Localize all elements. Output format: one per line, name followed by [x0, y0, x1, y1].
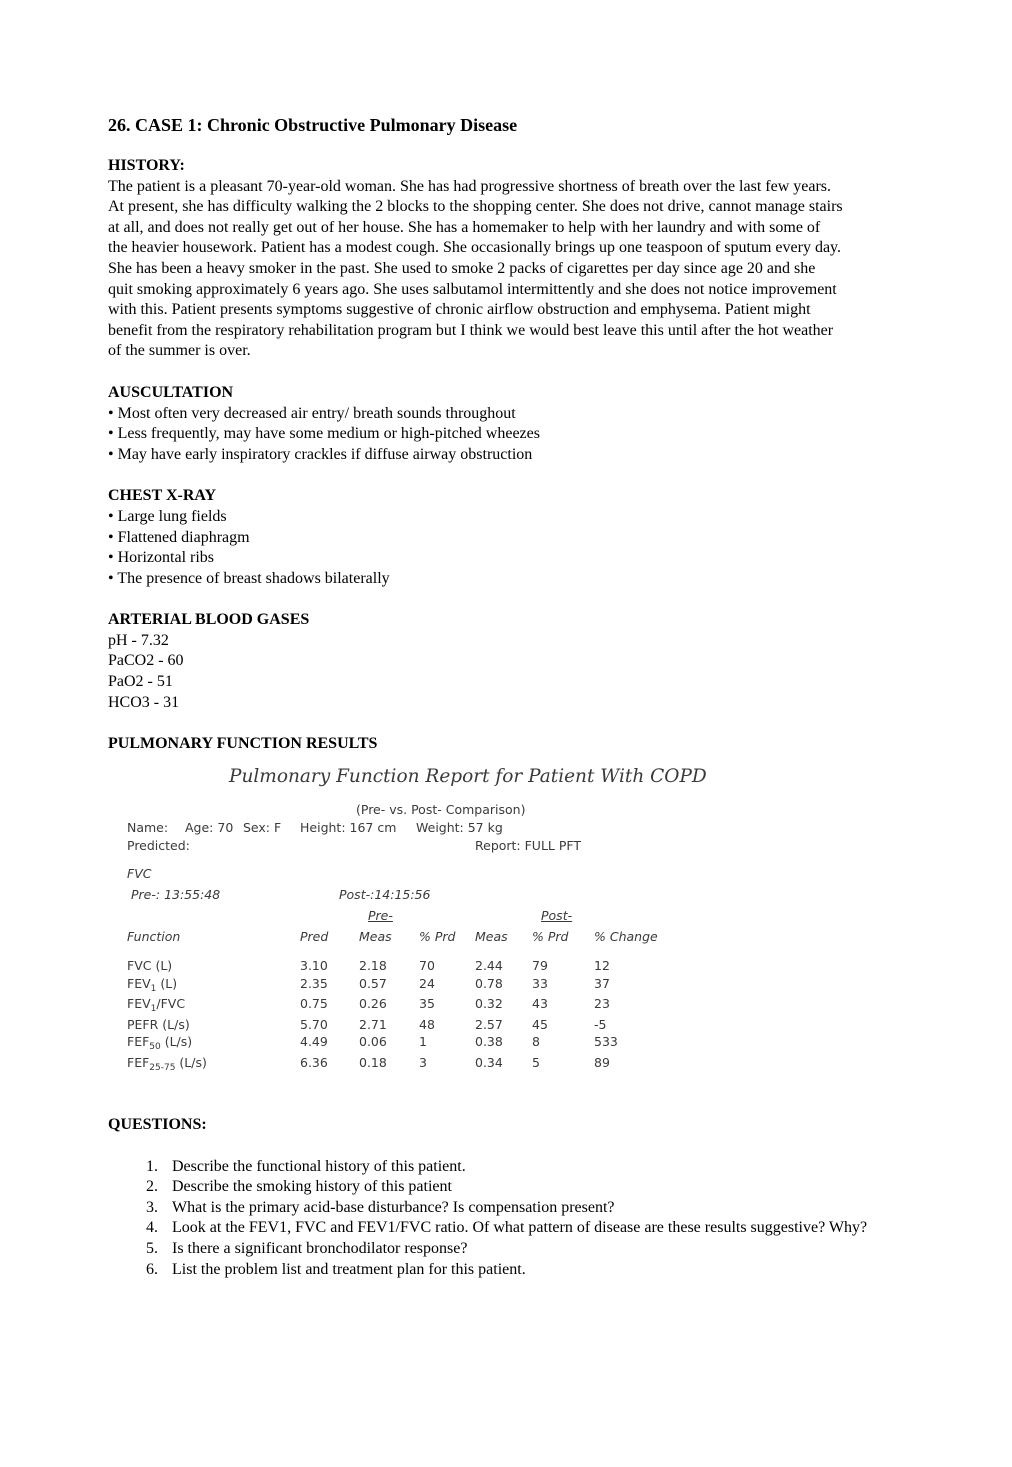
- pft-cell-post-meas: 0.38: [475, 1034, 503, 1049]
- pft-cell-post-meas: 0.32: [475, 996, 503, 1011]
- pft-cell-change: 12: [594, 958, 610, 973]
- list-item: • Most often very decreased air entry/ breath sounds throughout: [108, 404, 516, 422]
- pft-post-time: Post-:14:15:56: [339, 887, 431, 902]
- pft-cell-pre-meas: 0.06: [359, 1034, 387, 1049]
- abg-heading: ARTERIAL BLOOD GASES: [108, 611, 310, 629]
- pft-cell-pre-meas: 0.57: [359, 976, 387, 991]
- history-line: at all, and does not really get out of her house. She has a homemaker to help with her laundry and with some of: [108, 218, 821, 236]
- list-item: • Large lung fields: [108, 507, 227, 525]
- pft-height: Height: 167 cm: [300, 820, 397, 835]
- pft-row-function: $FEF_{50}$ (L/s): [127, 1034, 193, 1052]
- pft-pre-group: Pre-: [368, 908, 393, 923]
- history-line: quit smoking approximately 6 years ago. She uses salbutamol intermittently and she does not notice improvement: [108, 280, 837, 298]
- questions-heading: QUESTIONS:: [108, 1116, 207, 1133]
- abg-value: PaO2 - 51: [108, 673, 173, 691]
- pft-cell-post-meas: 0.78: [475, 976, 503, 991]
- pft-col-pre-meas: Meas: [359, 929, 392, 944]
- pft-cell-pred: 6.36: [300, 1055, 328, 1070]
- auscultation-heading: AUSCULTATION: [108, 383, 234, 401]
- pft-cell-pre-meas: 2.71: [359, 1017, 387, 1032]
- pft-cell-pred: 4.49: [300, 1034, 328, 1049]
- list-item: • Flattened diaphragm: [108, 528, 250, 546]
- pft-col-pred: Pred: [300, 929, 329, 944]
- pft-col-function: Function: [127, 929, 181, 944]
- pft-cell-change: -5: [594, 1017, 607, 1032]
- pft-cell-change: 89: [594, 1055, 610, 1070]
- question-item: 2. Describe the smoking history of this patient: [146, 1178, 452, 1196]
- pft-sex: Sex: F: [243, 820, 282, 835]
- pft-row-function: $FEF_{25-75}$ (L/s): [127, 1055, 207, 1073]
- pft-heading: PULMONARY FUNCTION RESULTS: [108, 735, 378, 753]
- history-heading: HISTORY:: [108, 157, 185, 174]
- pft-cell-post-meas: 2.44: [475, 958, 503, 973]
- pft-cell-pred: 3.10: [300, 958, 328, 973]
- question-item: 1. Describe the functional history of this patient.: [146, 1157, 466, 1175]
- case-title: 26. CASE 1: Chronic Obstructive Pulmonary Disease: [108, 115, 518, 135]
- questions-list: [108, 1157, 923, 1281]
- question-item: 5. Is there a significant bronchodilator response?: [146, 1239, 468, 1257]
- chest-xray-heading: CHEST X-RAY: [108, 487, 217, 505]
- pft-cell-post-prd: 33: [532, 976, 548, 991]
- pft-age: Age: 70: [185, 820, 234, 835]
- pft-cell-post-prd: 43: [532, 996, 548, 1011]
- pft-cell-post-meas: 2.57: [475, 1017, 503, 1032]
- pft-cell-pre-prd: 1: [419, 1034, 427, 1049]
- history-line: She has been a heavy smoker in the past. She used to smoke 2 packs of cigarettes per day since age 20 and she: [108, 259, 816, 277]
- pft-cell-post-prd: 79: [532, 958, 548, 973]
- pft-cell-pre-prd: 48: [419, 1017, 435, 1032]
- pft-cell-pred: 0.75: [300, 996, 328, 1011]
- pft-cell-pre-meas: 2.18: [359, 958, 387, 973]
- abg-value: pH - 7.32: [108, 631, 169, 649]
- pft-cell-change: 37: [594, 976, 610, 991]
- pft-report-title: Pulmonary Function Report for Patient With COPD: [229, 766, 707, 787]
- questions-section: [108, 1115, 923, 1280]
- question-item: 4. Look at the FEV1, FVC and FEV1/FVC ratio. Of what pattern of disease are these results suggestive? Why?: [146, 1219, 868, 1237]
- pft-pre-time: Pre-: 13:55:48: [131, 887, 221, 902]
- pft-cell-change: 533: [594, 1034, 618, 1049]
- pft-fvc-label: FVC: [127, 866, 152, 881]
- pft-post-group: Post-: [541, 908, 573, 923]
- pft-cell-post-meas: 0.34: [475, 1055, 503, 1070]
- pft-report-type: Report: FULL PFT: [475, 838, 582, 853]
- history-line: benefit from the respiratory rehabilitation program but I think we would best leave this until after the hot weather: [108, 321, 834, 339]
- pft-row-function: $FEV_1$ (L): [127, 976, 178, 994]
- list-item: • Horizontal ribs: [108, 549, 215, 567]
- history-line: The patient is a pleasant 70-year-old woman. She has had progressive shortness of breath over the last few years.: [108, 177, 832, 195]
- history-line: the heavier housework. Patient has a modest cough. She occasionally brings up one teaspoon of sputum every day.: [108, 239, 842, 257]
- list-item: • The presence of breast shadows bilaterally: [108, 569, 390, 587]
- pft-row-function: FVC (L): [127, 958, 173, 973]
- pft-cell-change: 23: [594, 996, 610, 1011]
- abg-section: [108, 610, 923, 713]
- pft-row-function: PEFR (L/s): [127, 1017, 190, 1032]
- abg-value: PaCO2 - 60: [108, 652, 184, 670]
- pft-cell-pre-meas: 0.26: [359, 996, 387, 1011]
- pft-name-label: Name:: [127, 820, 169, 835]
- pft-col-pre-prd: % Prd: [419, 929, 456, 944]
- question-item: 3. What is the primary acid-base disturbance? Is compensation present?: [146, 1198, 615, 1216]
- history-line: At present, she has difficulty walking the 2 blocks to the shopping center. She does not drive, cannot manage stairs: [108, 198, 843, 216]
- pft-col-post-prd: % Prd: [532, 929, 569, 944]
- abg-value: HCO3 - 31: [108, 693, 180, 711]
- pft-cell-pred: 5.70: [300, 1017, 328, 1032]
- pft-comparison: (Pre- vs. Post- Comparison): [356, 802, 526, 817]
- pft-weight: Weight: 57 kg: [416, 820, 503, 835]
- question-item: 6. List the problem list and treatment plan for this patient.: [146, 1260, 526, 1278]
- pft-cell-pred: 2.35: [300, 976, 328, 991]
- pft-cell-post-prd: 5: [532, 1055, 540, 1070]
- pft-predicted: Predicted:: [127, 838, 190, 853]
- pft-cell-pre-prd: 70: [419, 958, 435, 973]
- history-line: with this. Patient presents symptoms suggestive of chronic airflow obstruction and emphysema. Patient might: [108, 301, 811, 319]
- pft-cell-pre-prd: 24: [419, 976, 435, 991]
- chest-xray-section: [108, 486, 923, 589]
- pft-row-function: $FEV_1$/FVC: [127, 996, 186, 1014]
- pft-cell-post-prd: 8: [532, 1034, 540, 1049]
- list-item: • Less frequently, may have some medium or high-pitched wheezes: [108, 425, 540, 443]
- pft-col-change: % Change: [594, 929, 658, 944]
- pft-cell-post-prd: 45: [532, 1017, 548, 1032]
- pft-col-post-meas: Meas: [475, 929, 508, 944]
- pft-cell-pre-prd: 35: [419, 996, 435, 1011]
- list-item: • May have early inspiratory crackles if diffuse airway obstruction: [108, 445, 533, 463]
- pft-cell-pre-prd: 3: [419, 1055, 427, 1070]
- history-line: of the summer is over.: [108, 342, 251, 360]
- pft-cell-pre-meas: 0.18: [359, 1055, 387, 1070]
